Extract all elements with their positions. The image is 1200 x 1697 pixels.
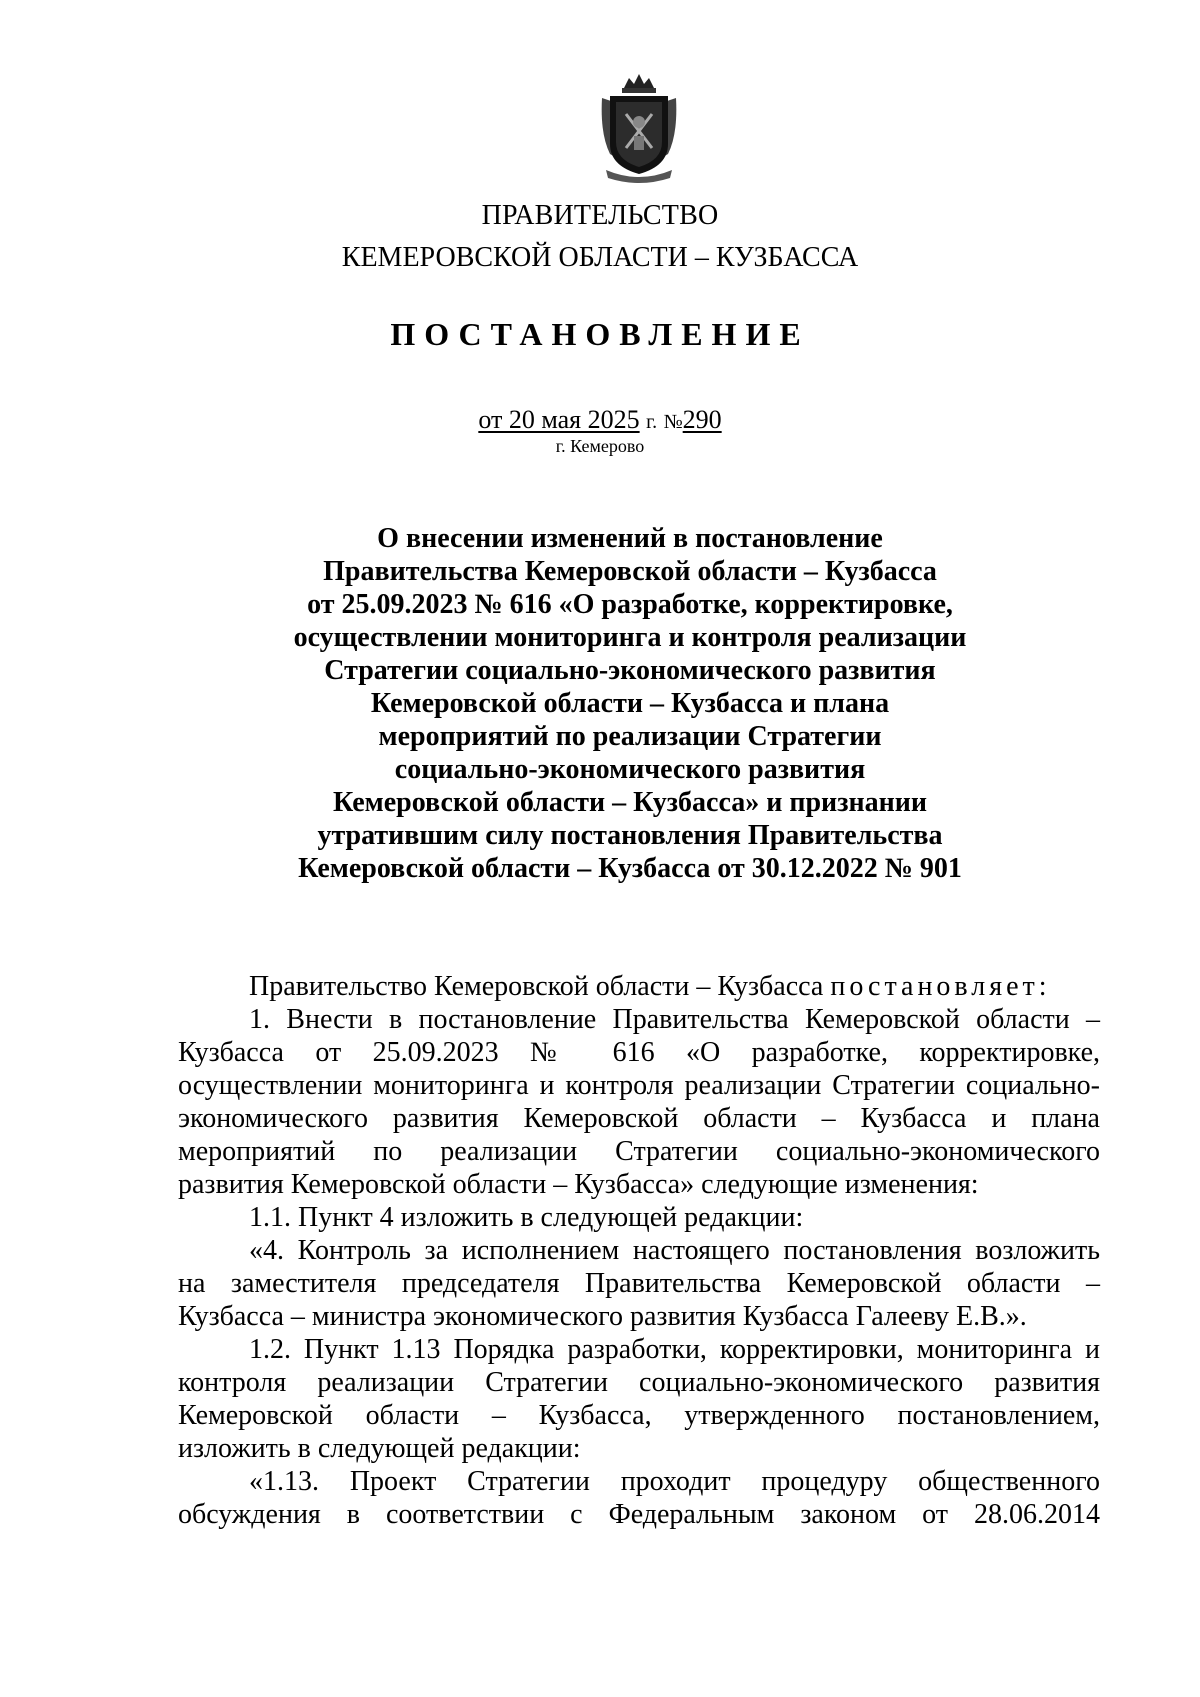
document-title: [220, 522, 1040, 885]
number-sign: №: [663, 411, 683, 433]
title-line: Кемеровской области – Кузбасса и плана: [370, 688, 890, 719]
paragraph-line: 1. Внести в постановление Правительства Кемеровской области –: [249, 1004, 1100, 1035]
paragraph-line: экономического развития Кемеровской области – Кузбасса и плана: [178, 1103, 1100, 1134]
title-line: мероприятий по реализации Стратегии: [378, 721, 882, 752]
paragraph-line: контроля реализации Стратегии социально-экономического развития: [178, 1367, 1100, 1398]
title-line: Кемеровской области – Кузбасса от 30.12.2022 № 901: [298, 853, 962, 884]
title-line: Кемеровской области – Кузбасса» и признании: [333, 787, 927, 818]
government-name-line1: ПРАВИТЕЛЬСТВО: [481, 200, 719, 231]
title-line: Правительства Кемеровской области – Кузбасса: [323, 556, 937, 587]
document-city: г. Кемерово: [555, 436, 645, 456]
preamble-paragraph: [178, 970, 1100, 1003]
title-line: осуществлении мониторинга и контроля реализации: [293, 622, 967, 653]
paragraph-line: «4. Контроль за исполнением настоящего постановления возложить: [249, 1235, 1100, 1266]
date-year-suffix: г.: [646, 411, 658, 433]
paragraph-line: мероприятий по реализации Стратегии социально-экономического: [178, 1136, 1100, 1167]
paragraph-line: 1.2. Пункт 1.13 Порядка разработки, корректировки, мониторинга и: [249, 1334, 1100, 1365]
title-line: социально-экономического развития: [394, 754, 866, 785]
paragraph-line: осуществлении мониторинга и контроля реализации Стратегии социально-: [178, 1070, 1100, 1101]
paragraph-line: развития Кемеровской области – Кузбасса» следующие изменения:: [178, 1169, 979, 1200]
paragraph-line: изложить в следующей редакции:: [178, 1433, 581, 1464]
document-number: 290: [682, 405, 722, 434]
preamble-text: Правительство Кемеровской области – Кузбасса: [249, 971, 824, 1002]
document-body: [178, 970, 1100, 1531]
paragraph-line: «1.13. Проект Стратегии проходит процедуру общественного: [249, 1466, 1100, 1497]
paragraph-line: на заместителя председателя Правительства Кемеровской области –: [178, 1268, 1100, 1299]
paragraph-line: Кузбасса – министра экономического развития Кузбасса Галееву Е.В.».: [178, 1301, 1027, 1332]
document-type-heading: ПОСТАНОВЛЕНИЕ: [390, 316, 810, 352]
title-line: О внесении изменений в постановление: [377, 523, 883, 554]
document-date-number: [0, 405, 1200, 435]
paragraph-line: обсуждения в соответствии с Федеральным законом от 28.06.2014: [178, 1499, 1100, 1530]
document-date: от 20 мая 2025: [478, 405, 640, 434]
title-line: от 25.09.2023 № 616 «О разработке, корректировке,: [307, 589, 953, 620]
title-line: утратившим силу постановления Правительства: [317, 820, 943, 851]
paragraph-line: Кузбасса от 25.09.2023 № 616 «О разработке, корректировке,: [178, 1037, 1100, 1068]
paragraph-line: Кемеровской области – Кузбасса, утвержденного постановлением,: [178, 1400, 1100, 1431]
government-name-line2: КЕМЕРОВСКОЙ ОБЛАСТИ – КУЗБАССА: [341, 242, 859, 273]
preamble-resolves: постановляет:: [830, 971, 1051, 1002]
coat-of-arms-emblem: [596, 74, 682, 184]
paragraph-line: 1.1. Пункт 4 изложить в следующей редакции:: [249, 1202, 804, 1233]
title-line: Стратегии социально-экономического развития: [324, 655, 936, 686]
